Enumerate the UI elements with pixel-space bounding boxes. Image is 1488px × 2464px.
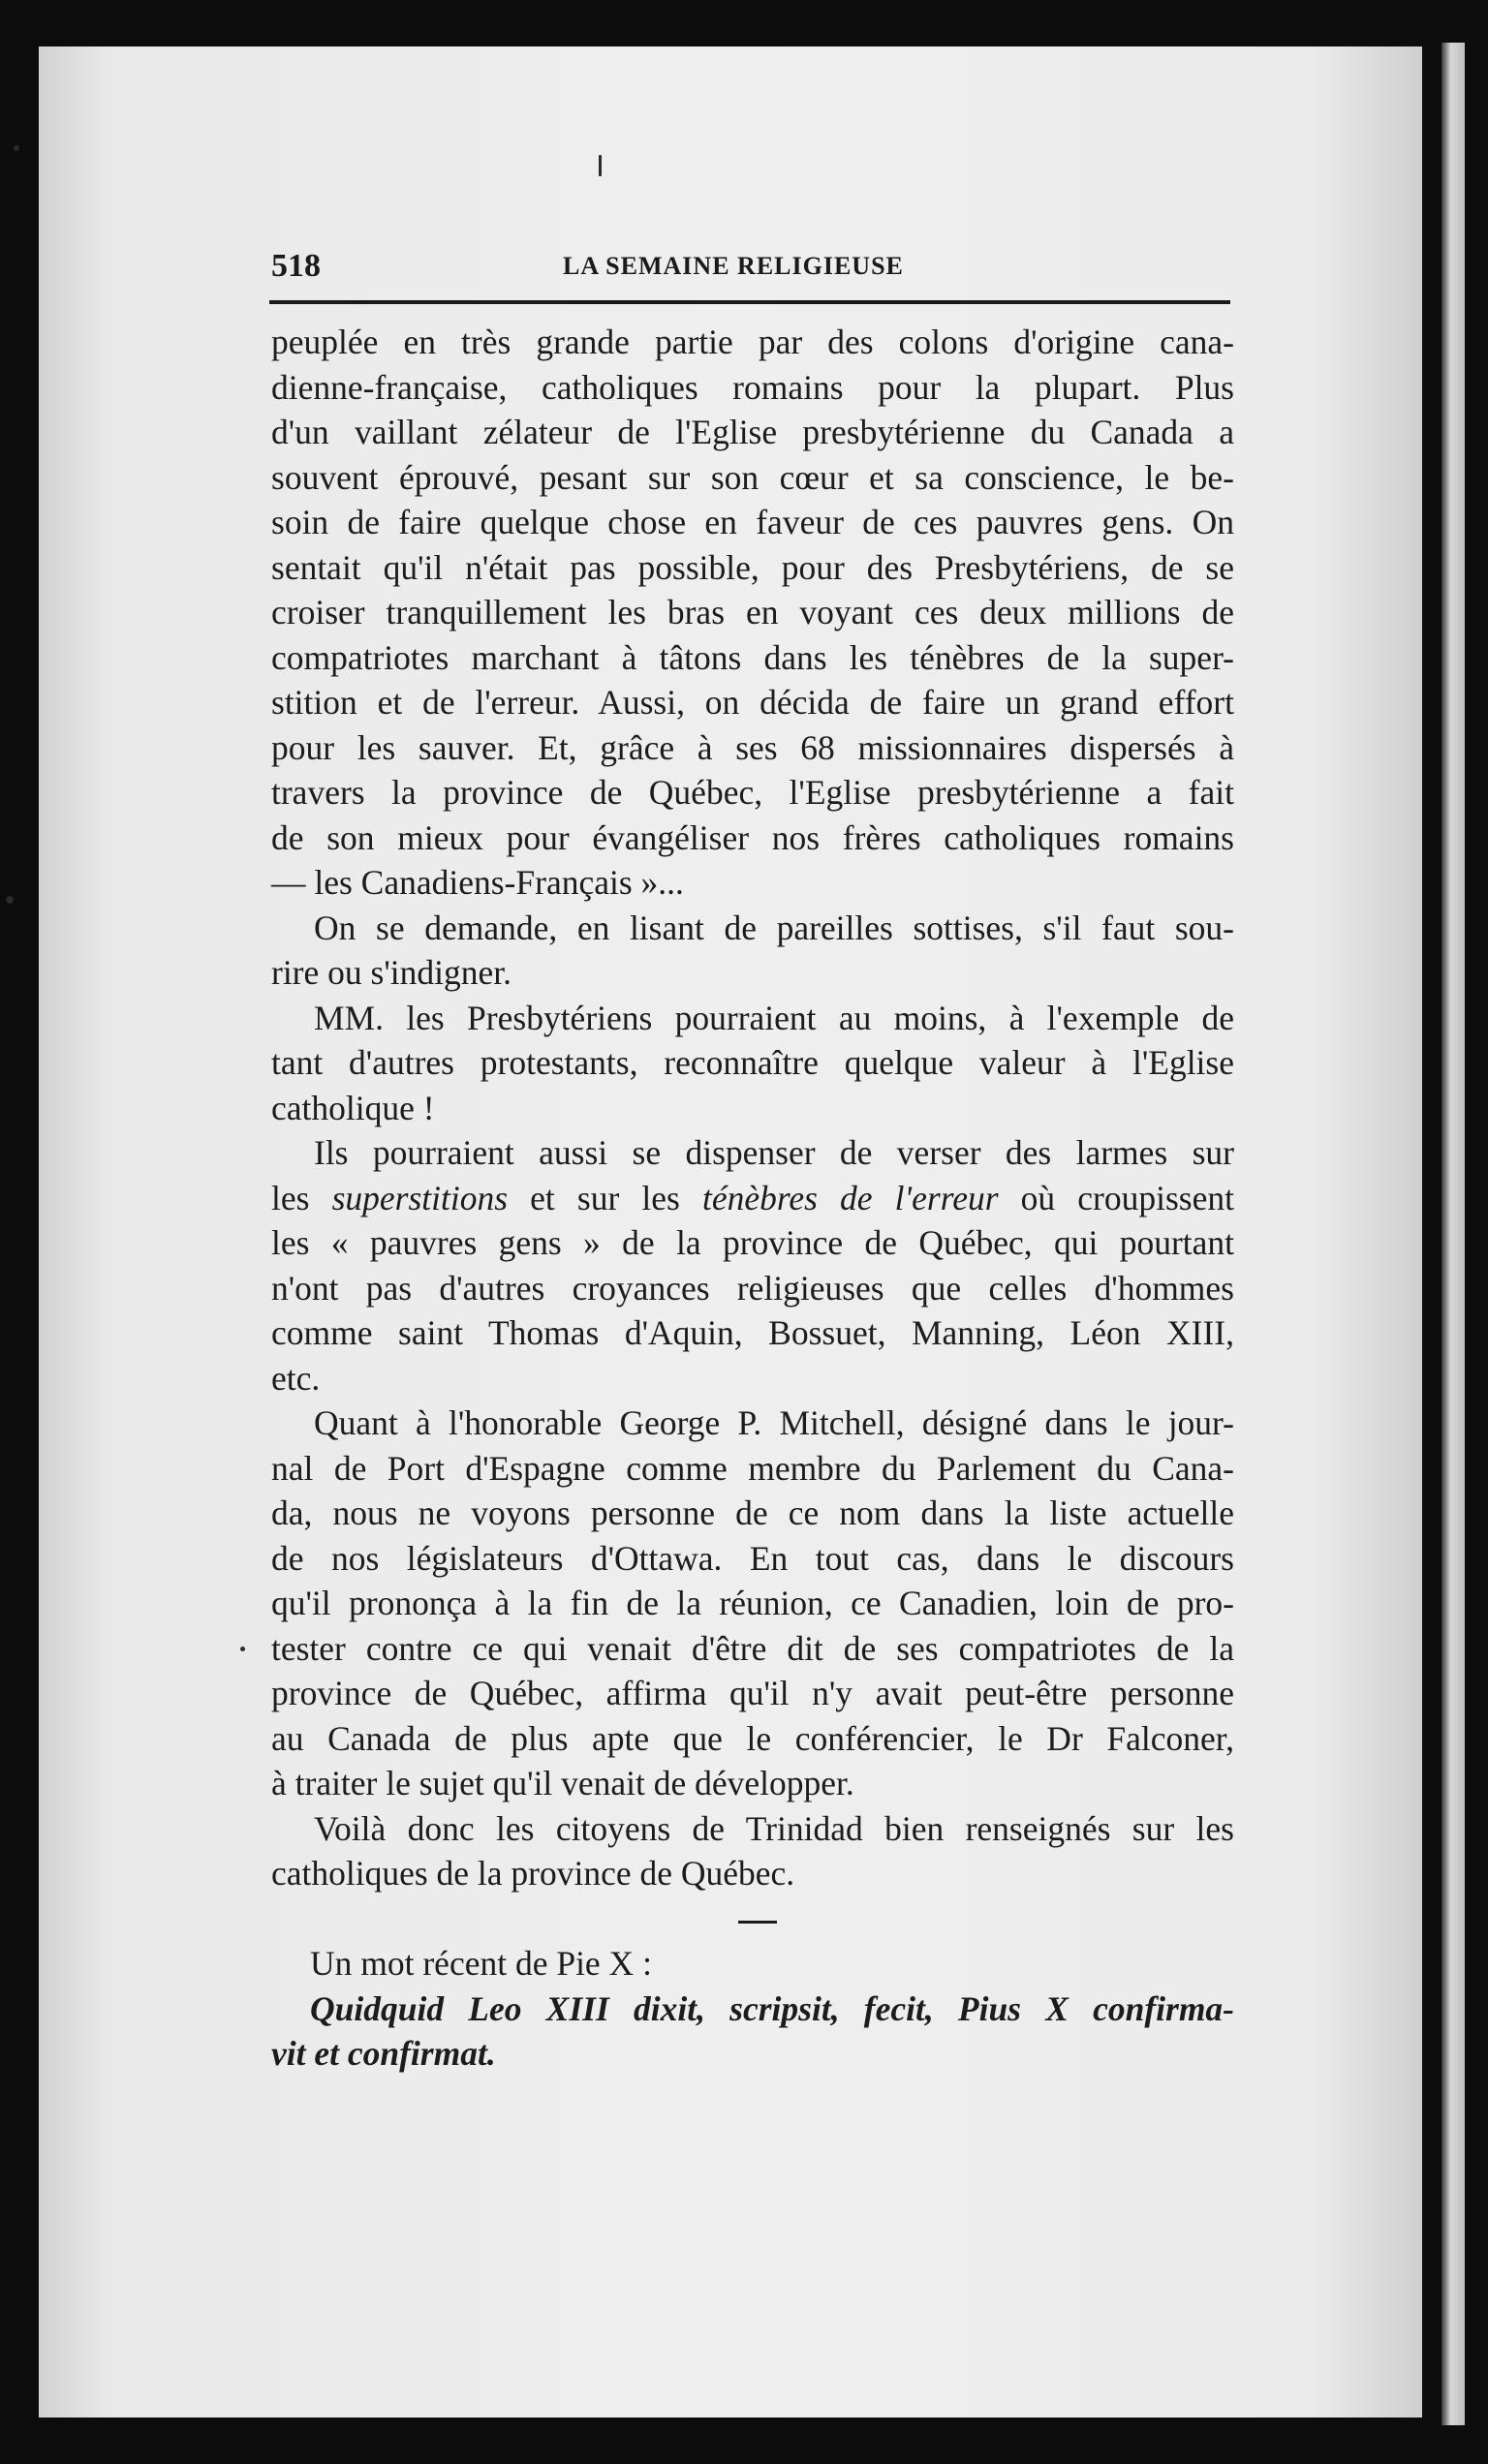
text-line: nal de Port d'Espagne comme membre du Parlement du Cana- — [271, 1448, 1234, 1488]
text-line: les « pauvres gens » de la province de Québec, qui pourtant — [271, 1223, 1234, 1262]
text-line: compatriotes marchant à tâtons dans les ténèbres de la super- — [271, 637, 1234, 677]
text-line: qu'il prononça à la fin de la réunion, ce Canadien, loin de pro- — [271, 1584, 1234, 1622]
text-line: province de Québec, affirma qu'il n'y avait peut-être personne — [271, 1674, 1234, 1712]
text-line: à traiter le sujet qu'il venait de développer. — [271, 1764, 854, 1802]
text-run: et sur les — [508, 1178, 702, 1217]
text-line: tester contre ce qui venait d'être dit de ses compatriotes de la — [271, 1628, 1234, 1668]
text-line: stition et de l'erreur. Aussi, on décida de faire un grand effort — [271, 683, 1234, 722]
adjacent-page-edge — [1442, 43, 1465, 2425]
text-line: peuplée en très grande partie par des colons d'origine cana- — [271, 323, 1234, 361]
text-line: croiser tranquillement les bras en voyant ces deux millions de — [271, 593, 1234, 631]
italic-run: ténèbres de l'erreur — [701, 1178, 999, 1217]
text-line: de son mieux pour évangéliser nos frères catholiques romains — [271, 817, 1234, 857]
text-line: d'un vaillant zélateur de l'Eglise presbytérienne du Canada a — [271, 413, 1234, 451]
text-line: n'ont pas d'autres croyances religieuses que celles d'hommes — [271, 1268, 1234, 1308]
text-line: au Canada de plus apte que le conférencier, le Dr Falconer, — [271, 1718, 1234, 1758]
text-run: où croupissent — [998, 1178, 1234, 1217]
quote-block — [271, 1941, 1234, 2077]
text-line: On se demande, en lisant de pareilles sottises, s'il faut sou- — [314, 908, 1234, 947]
section-separator — [271, 1896, 1234, 1942]
text-line: rire ou s'indigner. — [271, 953, 512, 992]
paragraph — [271, 320, 1234, 906]
text-line: — les Canadiens-Français »... — [271, 863, 684, 902]
paragraph — [271, 1806, 1234, 1896]
text-line: dienne-française, catholiques romains pour la plupart. Plus — [271, 367, 1234, 407]
text-line: comme saint Thomas d'Aquin, Bossuet, Manning, Léon XIII, — [271, 1313, 1234, 1352]
body-text — [271, 320, 1234, 2077]
paragraph — [271, 996, 1234, 1131]
page-number: 518 — [271, 248, 321, 284]
text-run: les — [271, 1178, 332, 1217]
text-line: da, nous ne voyons personne de ce nom dans la liste actuelle — [271, 1494, 1234, 1532]
scan-speck — [599, 155, 602, 176]
paragraph — [271, 1130, 1234, 1401]
quote-intro: Un mot récent de Pie X : — [310, 1944, 652, 1983]
paragraph — [271, 1401, 1234, 1806]
scan-speck — [240, 1647, 245, 1651]
text-line: tant d'autres protestants, reconnaître quelque valeur à l'Eglise — [271, 1043, 1234, 1082]
text-line: etc. — [271, 1358, 321, 1398]
text-line: Quant à l'honorable George P. Mitchell, désigné dans le jour- — [314, 1403, 1234, 1442]
italic-run: superstitions — [331, 1178, 509, 1217]
text-line: de nos législateurs d'Ottawa. En tout cas, dans le discours — [271, 1538, 1234, 1578]
text-line: MM. les Presbytériens pourraient au moins, à l'exemple de — [314, 998, 1234, 1037]
text-line: sentait qu'il n'était pas possible, pour des Presbytériens, de se — [271, 547, 1234, 587]
paragraph — [271, 906, 1234, 996]
latin-quote-line: vit et confirmat. — [271, 2034, 496, 2073]
scan-speck — [6, 896, 14, 904]
page-header — [269, 242, 1230, 304]
text-line: catholique ! — [271, 1088, 435, 1127]
text-line: souvent éprouvé, pesant sur son cœur et sa conscience, le be- — [271, 457, 1234, 497]
separator-rule — [738, 1921, 777, 1924]
text-line: Ils pourraient aussi se dispenser de verser des larmes sur — [314, 1133, 1234, 1172]
scan-speck — [14, 145, 19, 151]
text-line: travers la province de Québec, l'Eglise presbytérienne a fait — [271, 773, 1234, 812]
text-line: soin de faire quelque chose en faveur de ces pauvres gens. On — [271, 503, 1234, 541]
text-line — [271, 1176, 1234, 1221]
text-line: Voilà donc les citoyens de Trinidad bien renseignés sur les — [314, 1808, 1234, 1848]
running-title: LA SEMAINE RELIGIEUSE — [563, 252, 904, 280]
latin-quote-line: Quidquid Leo XIII dixit, scripsit, fecit, Pius X confirma- — [310, 1988, 1234, 2028]
text-line: pour les sauver. Et, grâce à ses 68 missionnaires dispersés à — [271, 727, 1234, 767]
text-line: catholiques de la province de Québec. — [271, 1854, 795, 1893]
